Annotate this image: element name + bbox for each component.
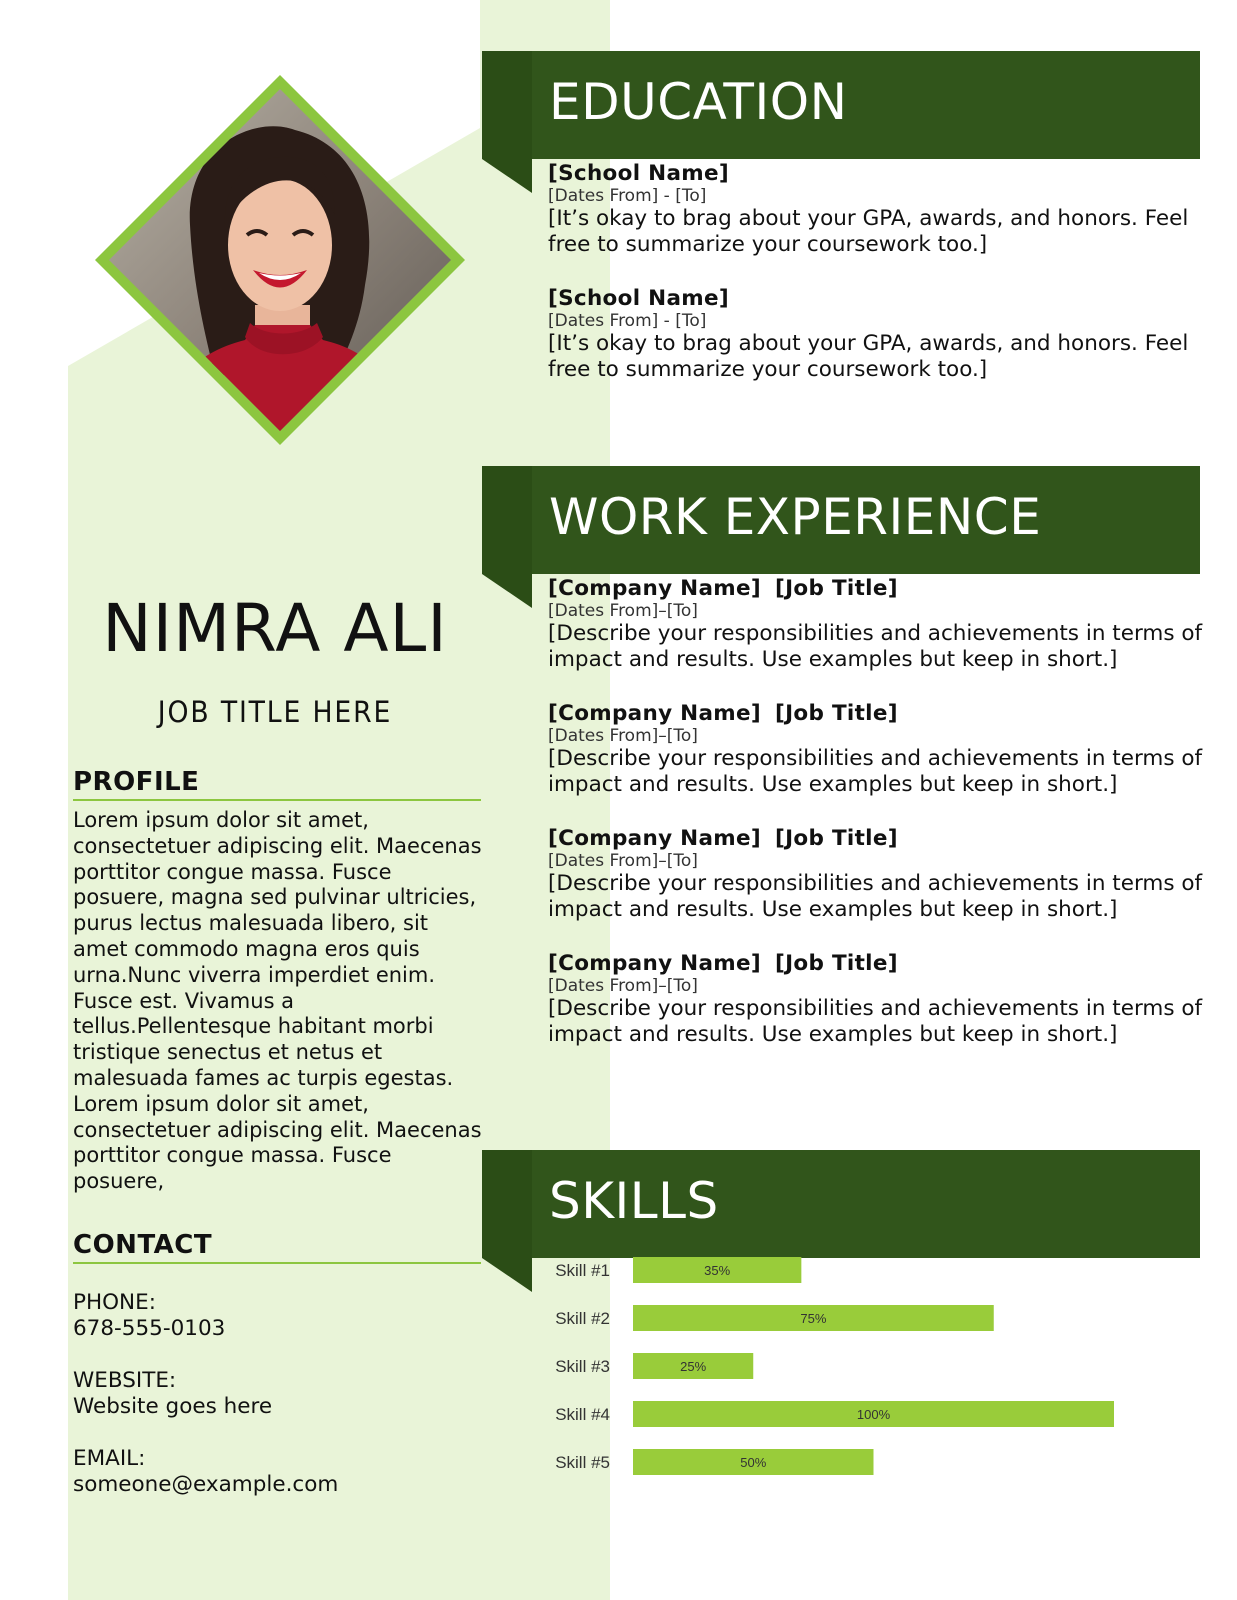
work-fold bbox=[482, 574, 532, 608]
school-dates: [Dates From] - [To] bbox=[548, 186, 707, 206]
skill-value-label: 35% bbox=[704, 1263, 731, 1278]
skill-label: Skill #4 bbox=[555, 1405, 610, 1424]
contact-email bbox=[73, 1446, 481, 1498]
skill-label: Skill #5 bbox=[555, 1453, 610, 1472]
job-role: [Job Title] bbox=[775, 576, 898, 601]
profile-photo bbox=[95, 75, 465, 445]
profile-heading: PROFILE bbox=[73, 767, 481, 801]
work-description: [Describe your responsibilities and achievements in terms of impact and results. Use examples but keep in short.] bbox=[548, 871, 1203, 922]
skills-banner bbox=[482, 1150, 1200, 1258]
profile-text: Lorem ipsum dolor sit amet, consectetuer adipiscing elit. Maecenas porttitor congue massa. Fusce posuere, magna sed pulvinar ultricies, purus lectus malesuada libero, sit amet commodo magna eros quis urna.Nunc viverra imperdiet enim. Fusce est. Vivamus a tellus.Pellentesque habitant morbi tristique senectus et netus et malesuada fames ac turpis egestas. Lorem ipsum dolor sit amet, consectetuer adipiscing elit. Maecenas porttitor congue massa. Fusce posuere, bbox=[73, 808, 482, 1194]
contact-website bbox=[73, 1368, 481, 1420]
company-name: [Company Name] bbox=[548, 576, 761, 601]
education-entry bbox=[548, 286, 1208, 383]
school-name: [School Name] bbox=[548, 161, 729, 186]
work-heading: WORK EXPERIENCE bbox=[549, 488, 1042, 546]
work-dates: [Dates From]–[To] bbox=[548, 601, 698, 621]
skill-value-label: 50% bbox=[740, 1455, 767, 1470]
website-value: Website goes here bbox=[73, 1394, 273, 1419]
email-label: EMAIL: bbox=[73, 1446, 146, 1471]
education-heading: EDUCATION bbox=[549, 73, 848, 131]
skill-label: Skill #3 bbox=[555, 1357, 610, 1376]
school-dates: [Dates From] - [To] bbox=[548, 311, 707, 331]
education-banner bbox=[482, 51, 1200, 159]
job-title: JOB TITLE HERE bbox=[157, 695, 393, 729]
skill-label: Skill #1 bbox=[555, 1261, 610, 1280]
company-name: [Company Name] bbox=[548, 951, 761, 976]
work-entry bbox=[548, 951, 1208, 1048]
skill-label: Skill #2 bbox=[555, 1309, 610, 1328]
work-description: [Describe your responsibilities and achievements in terms of impact and results. Use examples but keep in short.] bbox=[548, 621, 1203, 672]
contact-block bbox=[73, 1290, 481, 1524]
contact-heading: CONTACT bbox=[73, 1230, 481, 1264]
phone-label: PHONE: bbox=[73, 1290, 156, 1315]
skill-value-label: 100% bbox=[856, 1407, 891, 1422]
skill-value-label: 25% bbox=[680, 1359, 707, 1374]
work-dates: [Dates From]–[To] bbox=[548, 726, 698, 746]
job-role: [Job Title] bbox=[775, 951, 898, 976]
email-value: someone@example.com bbox=[73, 1472, 339, 1497]
work-entry bbox=[548, 576, 1208, 673]
education-fold bbox=[482, 159, 532, 193]
education-entry bbox=[548, 161, 1208, 258]
work-entry bbox=[548, 701, 1208, 798]
skills-heading: SKILLS bbox=[549, 1172, 719, 1230]
company-name: [Company Name] bbox=[548, 826, 761, 851]
school-description: [It’s okay to brag about your GPA, awards, and honors. Feel free to summarize your coursework too.] bbox=[548, 331, 1189, 382]
school-name: [School Name] bbox=[548, 286, 729, 311]
website-label: WEBSITE: bbox=[73, 1368, 177, 1393]
work-entry bbox=[548, 826, 1208, 923]
work-description: [Describe your responsibilities and achievements in terms of impact and results. Use examples but keep in short.] bbox=[548, 746, 1203, 797]
contact-phone bbox=[73, 1290, 481, 1342]
job-role: [Job Title] bbox=[775, 701, 898, 726]
person-name: NIMRA ALI bbox=[102, 590, 448, 667]
work-description: [Describe your responsibilities and achievements in terms of impact and results. Use examples but keep in short.] bbox=[548, 996, 1203, 1047]
company-name: [Company Name] bbox=[548, 701, 761, 726]
skills-fold bbox=[482, 1258, 532, 1292]
work-dates: [Dates From]–[To] bbox=[548, 851, 698, 871]
skill-value-label: 75% bbox=[800, 1311, 827, 1326]
work-banner bbox=[482, 466, 1200, 574]
school-description: [It’s okay to brag about your GPA, awards, and honors. Feel free to summarize your coursework too.] bbox=[548, 206, 1189, 257]
phone-value: 678-555-0103 bbox=[73, 1316, 226, 1341]
work-dates: [Dates From]–[To] bbox=[548, 976, 698, 996]
skills-chart bbox=[540, 1255, 1220, 1495]
job-role: [Job Title] bbox=[775, 826, 898, 851]
